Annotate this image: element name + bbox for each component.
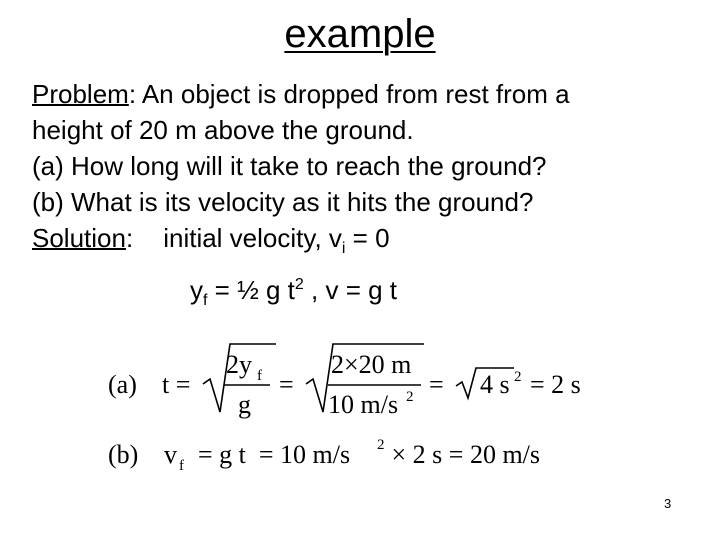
eq-y: y xyxy=(190,275,203,305)
eq-a-rad3-sup: 2 xyxy=(514,369,522,385)
initial-velocity-sub: i xyxy=(341,240,346,257)
problem-text: : An object is dropped from rest from a xyxy=(128,79,570,109)
eq-b-expr2: × 2 s = 20 m/s xyxy=(385,440,541,469)
eq-a-result: = 2 s xyxy=(530,370,581,399)
eq-b-v-sub: f xyxy=(179,458,184,474)
eq-b-v: v xyxy=(164,440,177,469)
eq-a-eq2: = xyxy=(429,370,444,399)
eq-a-rad3: 4 s xyxy=(480,370,510,399)
initial-velocity-value: = 0 xyxy=(345,223,390,253)
slide-number: 3 xyxy=(664,496,672,511)
eq-b-expr1-sup: 2 xyxy=(377,437,385,453)
solution-label: Solution xyxy=(32,223,126,253)
eq-b-label: (b) xyxy=(108,440,139,469)
slide-title: example xyxy=(284,12,436,56)
question-a: (a) How long will it take to reach the ground? xyxy=(32,151,547,181)
eq-a-label: (a) xyxy=(108,370,137,399)
eq-half: = ½ g t xyxy=(207,275,295,305)
eq-a-num2: 2×20 m xyxy=(331,350,412,379)
eq-a-t-equals: t = xyxy=(162,370,191,399)
problem-line-2: height of 20 m above the ground. xyxy=(32,115,414,145)
eq-y-sub: f xyxy=(203,292,208,309)
eq-b-expr1: = g t = 10 m/s xyxy=(198,440,351,469)
eq-a-eq1: = xyxy=(279,370,294,399)
solution-colon: : xyxy=(125,223,134,253)
eq-a-den1: g xyxy=(238,390,251,419)
eq-a-num1: 2y xyxy=(226,350,252,379)
eq-a-den2: 10 m/s xyxy=(328,390,399,419)
initial-velocity-text: initial velocity, v xyxy=(163,223,342,253)
problem-label: Problem xyxy=(32,79,129,109)
question-b: (b) What is its velocity as it hits the ground? xyxy=(32,187,534,217)
eq-v: , v = g t xyxy=(303,275,398,305)
eq-a-num1-sub: f xyxy=(257,368,262,384)
eq-sq: 2 xyxy=(294,276,304,293)
eq-a-den2-sup: 2 xyxy=(406,389,414,405)
